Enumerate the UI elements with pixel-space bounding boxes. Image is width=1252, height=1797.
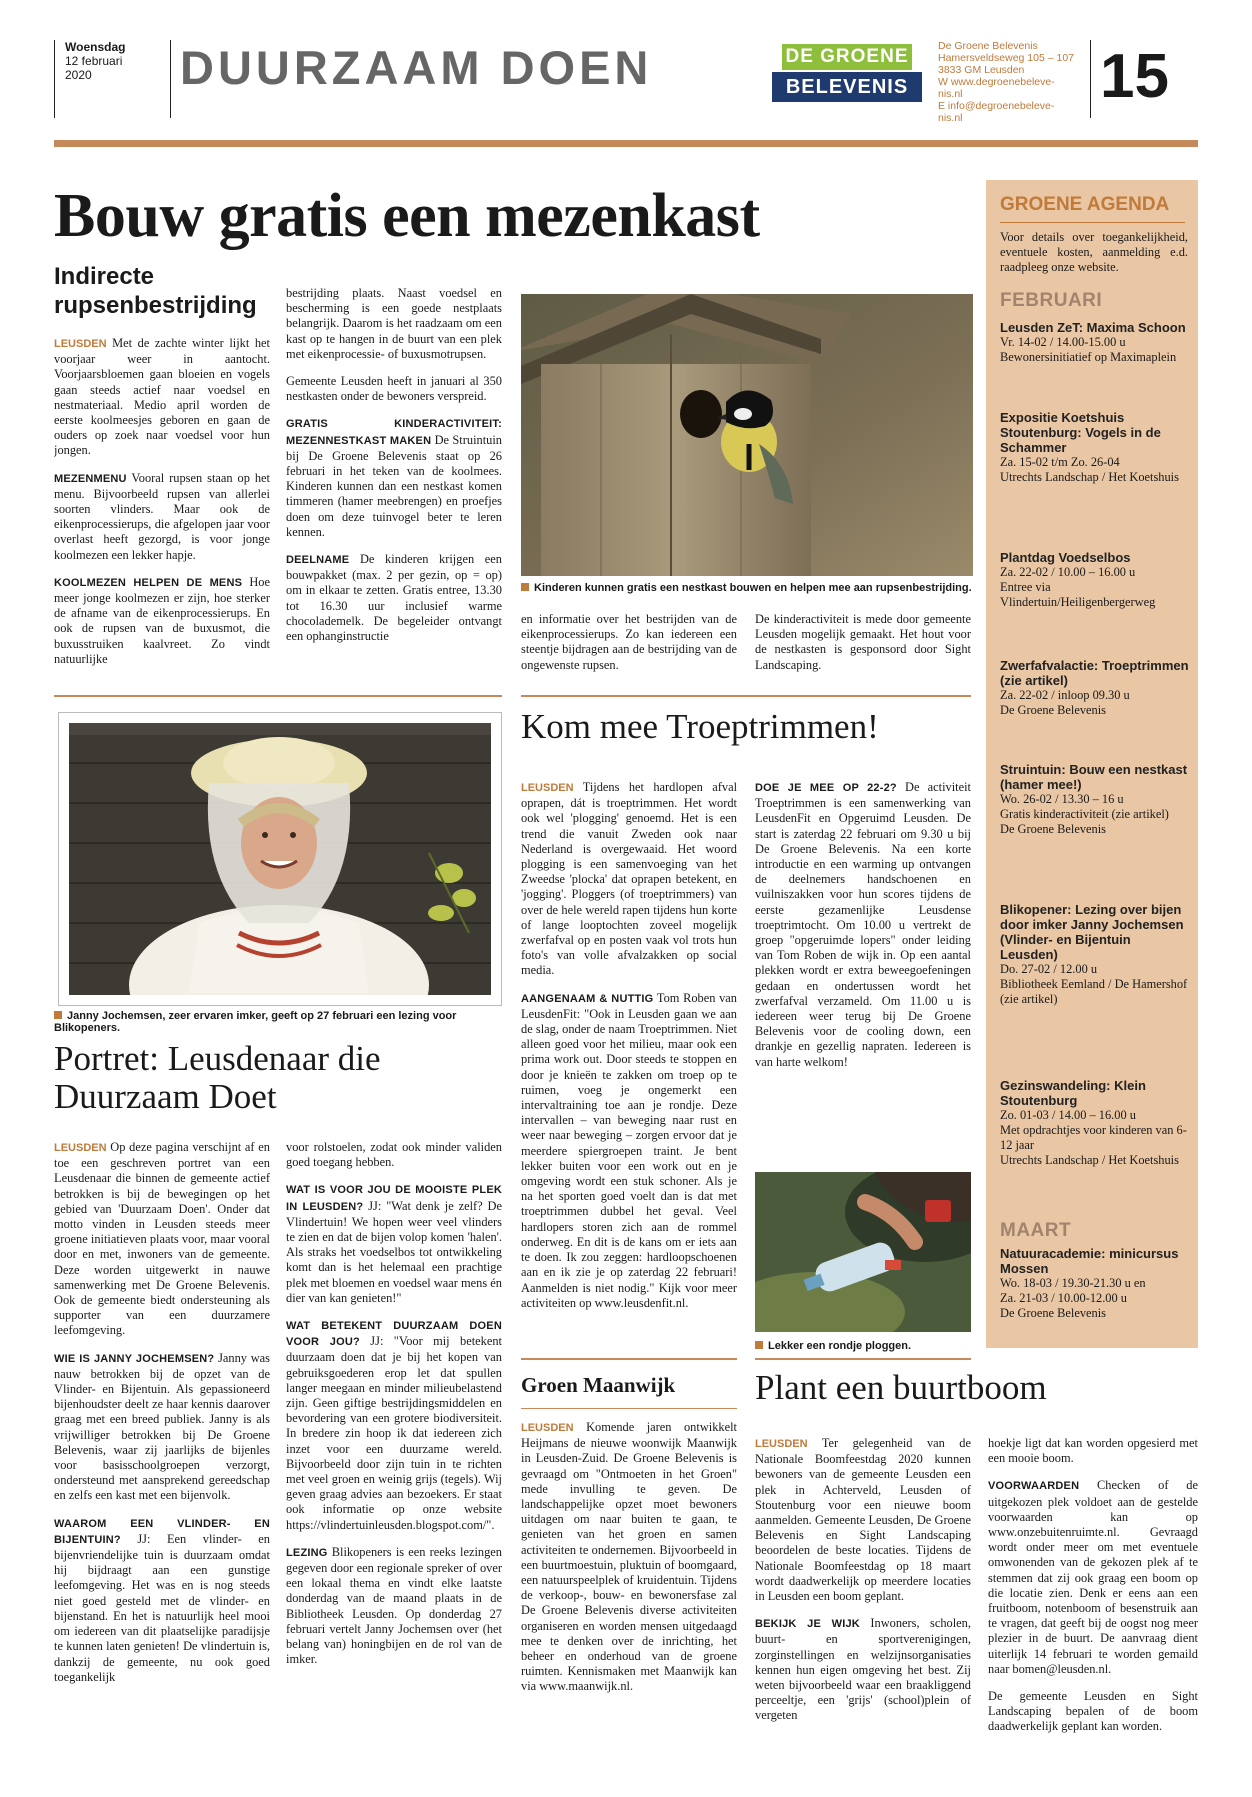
article4-title: Groen Maanwijk (521, 1373, 676, 1397)
agenda-event (1000, 902, 1190, 1007)
header-bottom-rule (54, 140, 1198, 147)
agenda-event (1000, 410, 1190, 485)
kicker: DOE JE MEE OP 22-2? (755, 782, 897, 794)
article3-col2 (755, 780, 971, 1172)
kicker: WAAROM EEN VLINDER- EN BIJENTUIN? (54, 1517, 270, 1546)
kicker: BEKIJK JE WIJK (755, 1618, 860, 1631)
paragraph: hoekje ligt dat kan worden opgesierd met een mooie boom. (988, 1436, 1198, 1466)
event-line: De Groene Belevenis (1000, 822, 1106, 836)
paragraph: Hoe meer jonge koolmezen er zijn, hoe sterker de afname van de eikenprocessierups. En ook de rupsen van de buxusmot, die buxusstruiken kaalvreet. Zo vindt natuurlijke (54, 574, 270, 666)
logo-top: DE GROENE (782, 44, 912, 70)
header-year: 2020 (65, 68, 92, 82)
event-title: Zwerfafvalactie: Troeptrimmen (zie artikel) (1000, 658, 1189, 688)
article4-col (521, 1420, 737, 1760)
placeline: LEUSDEN (521, 782, 574, 794)
contact-line: nis.nl (938, 112, 963, 124)
event-line: Wo. 18-03 / 19.30-21.30 u en (1000, 1276, 1146, 1290)
page-number: 15 (1100, 42, 1169, 111)
article1-col1 (54, 336, 270, 684)
article1-col2 (286, 286, 502, 686)
article1-bottom-rule-left (54, 695, 502, 697)
event-line: Za. 21-03 / 10.00-12.00 u (1000, 1291, 1127, 1305)
agenda-title-rule (1000, 222, 1185, 223)
kicker: WIE IS JANNY JOCHEMSEN? (54, 1352, 215, 1365)
caption-marker (755, 1341, 763, 1349)
paragraph: Checken of de uitgekozen plek voldoet aan de gestelde voorwaarden kan op www.onzebuitenruimte.nl. Gevraagd wordt onder meer om met eventuele omwonenden van de gekozen plek af te stemmen dat zij ook graag een boom op die locatie zien. Denk er eens aan een fruitboom, notenboom of besenstruik aan te vragen, dat geeft bij de oogst nog meer plezier in de buurt. De aanvraag dient uiterlijk 14 februari te worden gemaild naar bomen@leusden.nl. (988, 1478, 1198, 1676)
paragraph: Blikopeners is een reeks lezingen gegeven door een regionale spreker of over een lokaal thema en vindt elke laatste donderdag van de maand plaats in de Bibliotheek Leusden. Op donderdag 27 februari vertelt Janny Jochemsen over (het belang van) honingbijen en de rol van de imker. (286, 1544, 502, 1667)
kicker: MEZENMENU (54, 472, 127, 485)
caption-marker (54, 1011, 62, 1019)
paragraph: JJ: Een vlinder- en bijenvriendelijke tuin is duurzaam omdat hij bijdraagt aan een gunstige leefomgeving. Het was en is nog steeds niet goed gesteld met de vlinder- en bijenstand. En het is natuurlijk heel mooi om iedereen van dit plaatselijke paradijsje te kunnen laten genieten! De vlindertuin is, dankzij de gemeente, nu ook goed toegankelijk (54, 1531, 270, 1684)
header-date: 12 februari (65, 54, 123, 68)
agenda-event (1000, 762, 1190, 837)
article3-col1 (521, 780, 737, 1340)
event-line: Met opdrachtjes voor kinderen van 6-12 jaar (1000, 1123, 1187, 1152)
article5-col1 (755, 1436, 971, 1760)
event-line: De Groene Belevenis (1000, 1306, 1106, 1320)
event-title: Leusden ZeT: Maxima Schoon (1000, 320, 1186, 335)
article4-title-rule (521, 1408, 737, 1409)
article2-col1 (54, 1140, 270, 1760)
paragraph: JJ: "Wat denk je zelf? De Vlindertuin! We hopen weer veel vlinders te zien en dat de bijen volop komen 'halen'. Als straks het voedselbos tot ontwikkeling komt dan is het helemaal een prachtige plek met bloemen en voedsel waar mens én dier van kan genieten!" (286, 1198, 502, 1305)
header-page-rule (1090, 40, 1091, 118)
header-section-rule (170, 40, 171, 118)
paragraph: Vooral rupsen staan op het menu. Bijvoorbeeld rupsen van allerlei soorten vlinders. Maar ook de eikenprocessierups, die afgelopen jaar voor overlast heeft gezorgd, is voor jonge koolmezen een lekker hapje. (54, 470, 270, 562)
paragraph: bestrijding plaats. Naast voedsel en bescherming is een goede nestplaats belangrijk. Daarom is het raadzaam om een kast op te hangen in de buurt van een plek met eikenprocessie- of buxusmotrupsen. (286, 286, 502, 361)
contact-line: W www.degroenebeleve- (938, 76, 1055, 88)
event-line: Bibliotheek Eemland / De Hamershof (zie artikel) (1000, 977, 1188, 1006)
event-line: Entree via Vlindertuin/Heiligenbergerweg (1000, 580, 1156, 609)
event-line: Bewonersinitiatief op Maximaplein (1000, 350, 1177, 364)
agenda-event (1000, 1078, 1190, 1168)
article1-col4 (755, 612, 971, 688)
article1-subtitle: Indirecte rupsenbestrijding (54, 263, 257, 319)
event-line: Zo. 01-03 / 14.00 – 16.00 u (1000, 1108, 1136, 1122)
caption-text: Janny Jochemsen, zeer ervaren imker, geeft op 27 februari een lezing voor Blikopeners. (54, 1010, 457, 1034)
paragraph: De gemeente Leusden en Sight Landscaping bepalen of de boom daadwerkelijk geplant kan worden. (988, 1689, 1198, 1734)
paragraph: De kinderactiviteit is mede door gemeente Leusden mogelijk gemaakt. Het hout voor de nestkasten is gesponsord door Sight Landscaping. (755, 612, 971, 672)
agenda-event (1000, 320, 1190, 365)
plogging-photo (755, 1172, 971, 1332)
article1-caption (521, 582, 981, 594)
kicker: WAT BETEKENT DUURZAAM DOEN VOOR JOU? (286, 1320, 502, 1349)
paragraph: Op deze pagina verschijnt af en toe een geschreven portret van een Leusdenaar die binnen de gemeente actief betrokken is bij de bewegingen op het gebied van 'Duurzaam Doen'. Onder dat motto vinden in Leusden steeds meer groene initiatieven plaats voor, maar vooral door en met, inwoners van de gemeente. Deze worden uitgewerkt in nauwe samenwerking met De Groene Belevenis. Ook de gemeente biedt ondersteuning als supporter van een duurzamere leefomgeving. (54, 1140, 270, 1338)
agenda-intro: Voor details over toegankelijkheid, eventuele kosten, aanmelding e.d. raadpleeg onze website. (1000, 230, 1188, 274)
article3-bottom-rule-right (755, 1358, 971, 1360)
paragraph: De Struintuin bij De Groene Belevenis staat op 26 februari in het teken van de koolmees. Kinderen kunnen dan een nestkast komen timmeren (hamer meebrengen) en proefjes doen om deze tuinvogel beter te leren kennen. (286, 432, 502, 539)
event-line: Gratis kinderactiviteit (zie artikel) (1000, 807, 1169, 821)
logo-bottom: BELEVENIS (772, 72, 922, 102)
event-title: Blikopener: Lezing over bijen door imker Janny Jochemsen (Vlinder- en Bijentuin Leusden) (1000, 902, 1184, 962)
agenda-event (1000, 550, 1190, 610)
caption-text: Lekker een rondje ploggen. (768, 1340, 912, 1352)
event-title: Natuuracademie: minicursus Mossen (1000, 1246, 1179, 1276)
beekeeper-photo (58, 712, 502, 1006)
agenda-event (1000, 1246, 1190, 1321)
event-title: Expositie Koetshuis Stoutenburg: Vogels in de Schammer (1000, 410, 1161, 455)
placeline: LEUSDEN (755, 1438, 808, 1450)
agenda-month: FEBRUARI (1000, 290, 1103, 311)
article2-title: Portret: Leusdenaar die Duurzaam Doet (54, 1039, 381, 1116)
caption-marker (521, 583, 529, 591)
event-line: Wo. 26-02 / 13.30 – 16 u (1000, 792, 1124, 806)
logo (772, 44, 922, 104)
event-title: Gezinswandeling: Klein Stoutenburg (1000, 1078, 1146, 1108)
contact-line: Hamersveldseweg 105 – 107 (938, 52, 1074, 64)
caption-text: Kinderen kunnen gratis een nestkast bouwen en helpen mee aan rupsenbestrijding. (534, 582, 972, 594)
header-contact (938, 40, 1088, 124)
event-line: Za. 22-02 / inloop 09.30 u (1000, 688, 1130, 702)
kicker: LEZING (286, 1546, 328, 1559)
article1-bottom-rule-right (521, 695, 971, 697)
paragraph: Tom Roben van LeusdenFit: "Ook in Leusden gaan we aan de slag, onder de naam Troeptrimmen. Niet alleen goed voor het milieu, maar ook een prima work out. Door steeds te stoppen en door je knieën te zakken om troep op te ruimen, voeg je ongemerkt een intervaltraining toe aan je rondje. Deze intervallen – van beweging naar rust en weer naar beweging – zorgen ervoor dat je meerdere spiergroepen traint. Je bent lekker buiten voor een work out en je omgeving wordt een stuk schoner. Als je na het sporten goed voelt dan is dat met troeptrimmen dubbel het geval. Veel hardlopers storen zich aan de rommel onderweg. En dit is de kans om er iets aan te doen. Ik zou zeggen: hardloopschoenen aan en ik zie je op zaterdag 22 februari! Aanmelden is niet nodig." Kijk voor meer activiteiten op www.leusdenfit.nl. (521, 990, 737, 1310)
paragraph: Gemeente Leusden heeft in januari al 350 nestkasten onder de bewoners verspreid. (286, 374, 502, 404)
event-title: Plantdag Voedselbos (1000, 550, 1131, 565)
paragraph: Inwoners, scholen, buurt- en sportverenigingen, zorginstellingen en welzijnsorganisaties kennen hun eigen omgeving het best. Zij weten bijvoorbeeld waar een braakliggend perceeltje, een 'grijs' (school)plein of vergeten (755, 1616, 971, 1723)
kicker: GRATIS KINDERACTIVITEIT: MEZENNESTKAST MAKEN (286, 418, 502, 447)
article5-col2 (988, 1436, 1198, 1760)
agenda-title: GROENE AGENDA (1000, 194, 1170, 215)
section-title: DUURZAAM DOEN (180, 41, 653, 94)
paragraph: Tijdens het hardlopen afval oprapen, dát is troeptrimmen. Het wordt ook wel 'plogging' genoemd. Het is een trend die vanuit Zweden ook naar Nederland is overgewaaid. Het woord plogging is een samenvoeging van het Zweedse 'plocka' dat oprapen betekent, en 'jogging'. Ploggers (of troeptrimmers) van over de hele wereld rapen tijdens hun korte of lange looptochten zoveel mogelijk zwerfafval op en posten vaak vol trots hun foto's van volle afvalzakken op social media. (521, 780, 737, 978)
paragraph: Komende jaren ontwikkelt Heijmans de nieuwe woonwijk Maanwijk in Leusden-Zuid. De Groene Belevenis is gevraagd om "Ontmoeten in het Groen" mede invulling te geven. De landschappelijke opzet moet bewoners uitdagen om naar buiten te gaan, te genieten van het groen en samen activiteiten te ondernemen. Bijvoorbeeld in een buurtmoestuin, pluktuin of boomgaard, een natuurspeelplek of kruidentuin. Tijdens de verkoop-, bouw- en bewonersfase zal De Groene Belevenis diverse activiteiten organiseren en worden mensen uitgedaagd mee te denken over de inrichting, het beheer en onderhoud van de groene ruimten. Kennismaken met Maanwijk kan via www.maanwijk.nl. (521, 1420, 737, 1694)
paragraph: voor rolstoelen, zodat ook minder validen goed toegang hebben. (286, 1140, 502, 1170)
article1-title: Bouw gratis een mezenkast (54, 182, 760, 250)
header-date-block (54, 40, 144, 118)
event-title: Struintuin: Bouw een nestkast (hamer mee!) (1000, 762, 1188, 792)
article2-col2 (286, 1140, 502, 1760)
article3-title: Kom mee Troeptrimmen! (521, 707, 879, 746)
paragraph: JJ: "Voor mij betekent duurzaam doen dat je bij het kopen van gebruiksgoederen erop let dat spullen langer meegaan en minder milieubelastend zijn. Geen giftige bestrijdingsmiddelen en bevordering van een grotere biodiversiteit. In bredere zin hoop ik dat iedereen zich inzet voor een duurzame wereld. Bijvoorbeeld door zijn tuin in te richten met veel groen en weinig grijs (tegels). Wij geven graag advies aan bezoekers. Er staat ook informatie op onze website https://vlindertuinleusden.blogspot.com/". (286, 1334, 502, 1532)
agenda-panel (982, 180, 1198, 1348)
birdhouse-photo (521, 294, 973, 576)
article3-bottom-rule-left (521, 1358, 737, 1360)
article5-title: Plant een buurtboom (755, 1368, 1047, 1407)
article1-col3 (521, 612, 737, 688)
kicker: WAT IS VOOR JOU DE MOOISTE PLEK IN LEUSDEN? (286, 1184, 502, 1213)
placeline: LEUSDEN (54, 1142, 107, 1154)
contact-line: E info@degroenebeleve- (938, 100, 1055, 112)
contact-line: nis.nl (938, 88, 963, 100)
paragraph: Ter gelegenheid van de Nationale Boomfeestdag 2020 kunnen bewoners van de gemeente Leusden een plek in Achterveld, Leusden of Stoutenburg voor een nieuwe boom aanmelden. Gemeente Leusden, De Groene Belevenis en Sight Landscaping beoordelen de beste locaties. Tijdens de Nationale Boomfeestdag op 18 maart wordt daadwerkelijk op meerdere locaties in Leusden een boom geplant. (755, 1436, 971, 1604)
article3-caption (755, 1340, 975, 1352)
header-day: Woensdag (65, 40, 126, 54)
paragraph: Janny was nauw betrokken bij de opzet van de Vlinder- en Bijentuin. Als gepassioneerd bijenhoudster deelt ze haar kennis daarover graag met een breed publiek. Janny is als vrijwilliger betrokken bij De Groene Belevenis, waar zij jaarlijks de bijenles voor basisschoolgroepen verzorgt, ondersteund met aansprekend gereedschap en zelfs een kast met een bijenvolk. (54, 1350, 270, 1503)
paragraph: De kinderen krijgen een bouwpakket (max. 2 per gezin, op = op) om in elkaar te zetten. Gratis entree, 13.30 tot 16.30 uur inclusief warme chocolademelk. De begeleider ontvangt een ophanginstructie (286, 552, 502, 644)
paragraph: Met de zachte winter lijkt het voorjaar weer in aantocht. Voorjaarsbloemen gaan bloeien en vogels gaan steeds actief naar voedsel en nestmateriaal. Medio april worden de eerste koolmeesjes geboren en gaan de ouders op zoek naar voedsel voor hun jongen. (54, 336, 270, 458)
event-line: Utrechts Landschap / Het Koetshuis (1000, 470, 1179, 484)
kicker: DEELNAME (286, 554, 350, 567)
event-line: Utrechts Landschap / Het Koetshuis (1000, 1153, 1179, 1167)
agenda-month: MAART (1000, 1220, 1072, 1241)
event-line: Za. 22-02 / 10.00 – 16.00 u (1000, 565, 1136, 579)
contact-line: De Groene Belevenis (938, 40, 1038, 52)
event-line: Do. 27-02 / 12.00 u (1000, 962, 1098, 976)
paragraph: en informatie over het bestrijden van de eikenprocessierups. Zo kan iedereen een steentje bijdragen aan de bestrijding van de ongewenste rupsen. (521, 612, 737, 672)
contact-line: 3833 GM Leusden (938, 64, 1025, 76)
event-line: De Groene Belevenis (1000, 703, 1106, 717)
kicker: VOORWAARDEN (988, 1480, 1080, 1493)
kicker: KOOLMEZEN HELPEN DE MENS (54, 576, 243, 589)
placeline: LEUSDEN (54, 338, 107, 350)
paragraph: De activiteit Troeptrimmen is een samenwerking van LeusdenFit en Opgeruimd Leusden. De start is zaterdag 22 februari om 9.30 u bij De Groene Belevenis. Na een korte introductie en een warming up ontvangen de deelnemers handschoenen en vuilniszakken voor hun scores tijdens de eerste gezamenlijke Leusdense troeptrimtocht. Om 10.00 u vertrekt de groep "opgeruimde lopers" onder leiding van Tom Roben de wijk in. Op een aantal plekken wordt er extra beweegoefeningen gedaan en ondertussen wordt het zwerfafval verzameld. Om 11.00 u is iedereen weer terug bij De Groene Belevenis voor de cooling down, een drankje en gezellig napraten. Iedereen is van harte welkom! (755, 780, 971, 1069)
article2-caption (54, 1010, 514, 1034)
event-line: Za. 15-02 t/m Zo. 26-04 (1000, 455, 1120, 469)
agenda-event (1000, 658, 1190, 718)
kicker: AANGENAAM & NUTTIG (521, 992, 654, 1005)
placeline: LEUSDEN (521, 1422, 574, 1434)
event-line: Vr. 14-02 / 14.00-15.00 u (1000, 335, 1126, 349)
